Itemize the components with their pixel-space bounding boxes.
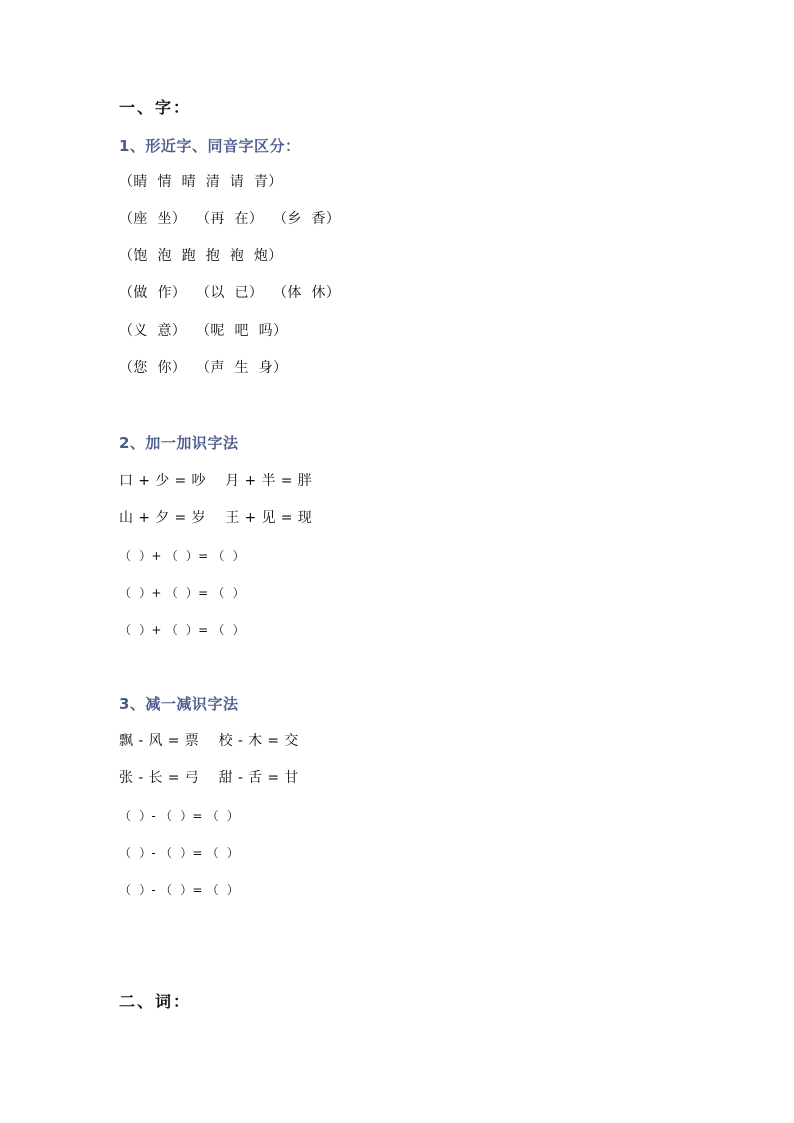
similar-characters-row: （您 你） （声 生 身）: [119, 360, 288, 376]
addition-example-row: 口 + 少 = 吵 月 + 半 = 胖: [119, 473, 313, 489]
similar-characters-row: （义 意） （呢 吧 吗）: [119, 323, 288, 339]
subtraction-example-row: 飘 - 风 = 票 校 - 木 = 交: [119, 733, 299, 749]
addition-blank-row: （ ）+ （ ）= （ ）: [119, 549, 245, 563]
similar-characters-row: （饱 泡 跑 抱 袍 炮）: [119, 248, 283, 264]
addition-blank-row: （ ）+ （ ）= （ ）: [119, 586, 245, 600]
section-title-words: 二、词：: [119, 992, 192, 1011]
addition-example-row: 山 + 夕 = 岁 王 + 见 = 现: [119, 510, 313, 526]
similar-characters-row: （睛 情 晴 清 请 青）: [119, 174, 283, 190]
subsection-title-similar-characters: 1、形近字、同音字区分：: [119, 137, 301, 155]
addition-blank-row: （ ）+ （ ）= （ ）: [119, 623, 245, 637]
similar-characters-row: （做 作） （以 已） （体 休）: [119, 285, 341, 301]
subtraction-blank-row: （ ）- （ ）= （ ）: [119, 809, 240, 823]
similar-characters-row: （座 坐） （再 在） （乡 香）: [119, 211, 341, 227]
subtraction-blank-row: （ ）- （ ）= （ ）: [119, 846, 240, 860]
subsection-title-subtraction-method: 3、减一减识字法: [119, 695, 239, 713]
subtraction-example-row: 张 - 长 = 弓 甜 - 舌 = 甘: [119, 770, 299, 786]
subsection-title-addition-method: 2、加一加识字法: [119, 434, 239, 452]
subtraction-blank-row: （ ）- （ ）= （ ）: [119, 883, 240, 897]
section-title-characters: 一、字：: [119, 98, 192, 117]
